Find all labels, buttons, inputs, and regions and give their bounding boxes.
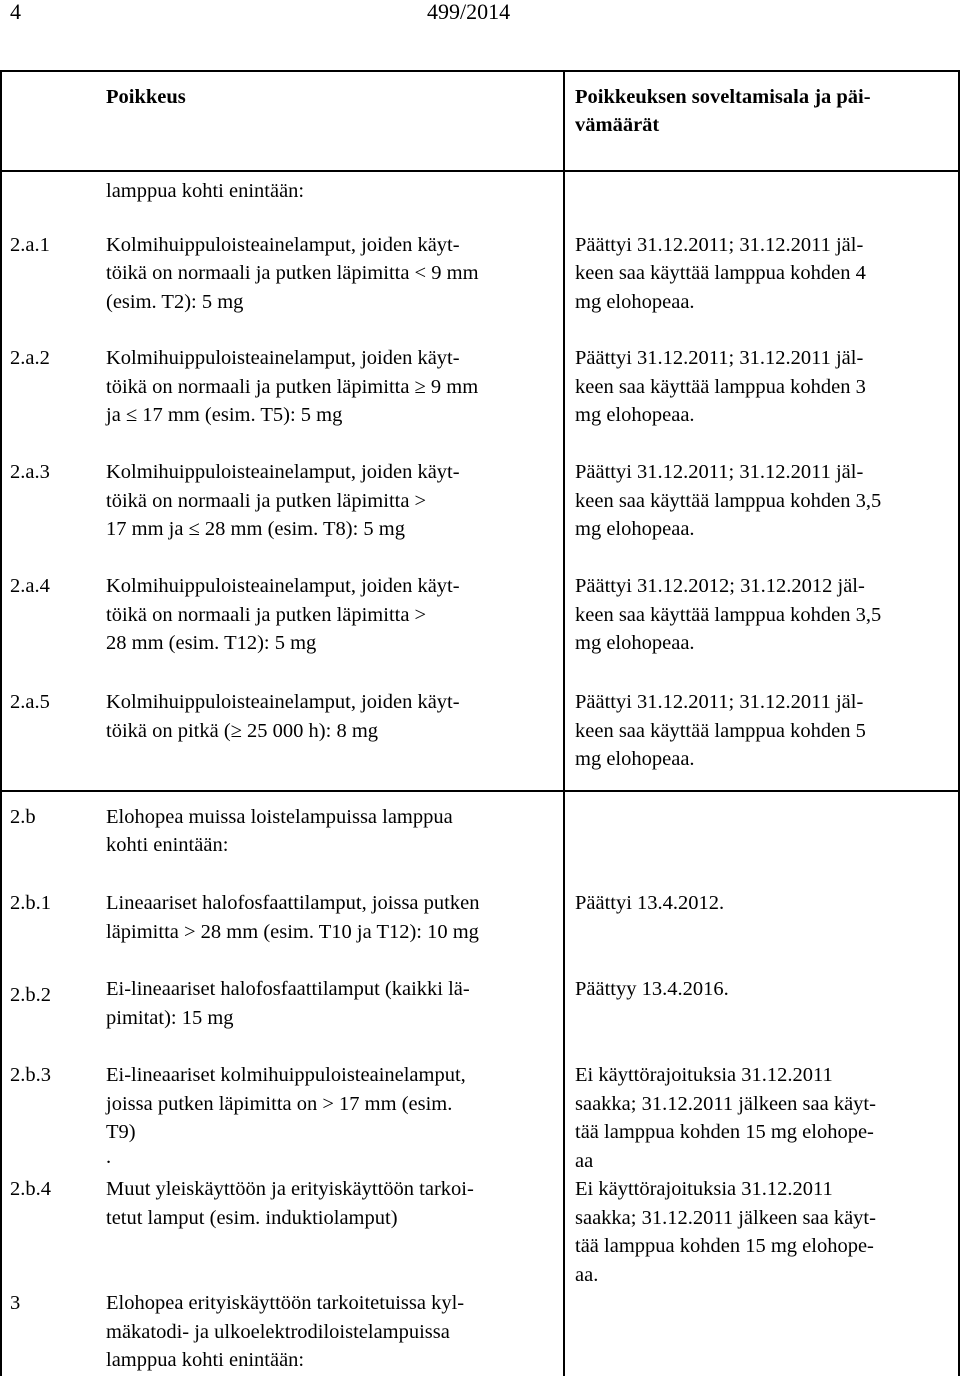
row-2b1-scope-line-1: Päättyi 13.4.2012.	[575, 892, 725, 914]
row-2a2-id: 2.a.2	[10, 347, 50, 369]
row-2a5-text-line-1: Kolmihuippuloisteainelamput, joiden käyt-	[106, 691, 460, 713]
row-2b3-scope-line-3: tää lamppua kohden 15 mg elohope-	[575, 1121, 874, 1143]
row-2b2-id: 2.b.2	[10, 984, 51, 1006]
row-2a3-text-line-1: Kolmihuippuloisteainelamput, joiden käyt-	[106, 461, 460, 483]
header-scope-line-2: vämäärät	[575, 114, 660, 136]
row-2a5-scope-line-3: mg elohopeaa.	[575, 748, 695, 770]
row-2a1-text-line-3: (esim. T2): 5 mg	[106, 291, 244, 313]
row-2a1-scope-line-2: keen saa käyttää lamppua kohden 4	[575, 262, 866, 284]
row-2a5-text-line-2: töikä on pitkä (≥ 25 000 h): 8 mg	[106, 720, 379, 742]
page-number: 4	[10, 0, 21, 24]
row-2b1-text-line-1: Lineaariset halofosfaattilamput, joissa putken	[106, 892, 480, 914]
row-2a3-text-line-3: 17 mm ja ≤ 28 mm (esim. T8): 5 mg	[106, 518, 405, 540]
row-3-text-line-3: lamppua kohti enintään:	[106, 1349, 305, 1371]
row-2b1-text-line-2: läpimitta > 28 mm (esim. T10 ja T12): 10 mg	[106, 921, 479, 943]
row-2a3-text-line-2: töikä on normaali ja putken läpimitta >	[106, 490, 427, 512]
row-2b3-scope-line-2: saakka; 31.12.2011 jälkeen saa käyt-	[575, 1093, 876, 1115]
row-2a4-id: 2.a.4	[10, 575, 50, 597]
document-reference: 499/2014	[427, 0, 511, 24]
row-2b2-text-line-1: Ei-lineaariset halofosfaattilamput (kaikki lä-	[106, 978, 470, 1000]
row-2a1-scope-line-1: Päättyi 31.12.2011; 31.12.2011 jäl-	[575, 234, 864, 256]
row-3-text-line-2: mäkatodi- ja ulkoelektrodiloistelampuissa	[106, 1321, 450, 1343]
header-separator	[0, 170, 960, 172]
row-3-id: 3	[10, 1292, 21, 1314]
row-2a1-text-line-1: Kolmihuippuloisteainelamput, joiden käyt-	[106, 234, 460, 256]
row-2b3-scope-line-1: Ei käyttörajoituksia 31.12.2011	[575, 1064, 833, 1086]
row-2a5-scope-line-2: keen saa käyttää lamppua kohden 5	[575, 720, 866, 742]
row-2b3-text-line-2: joissa putken läpimitta on > 17 mm (esim.	[106, 1093, 453, 1115]
row-3-text-line-1: Elohopea erityiskäyttöön tarkoitetuissa kyl-	[106, 1292, 465, 1314]
row-2b4-scope-line-2: saakka; 31.12.2011 jälkeen saa käyt-	[575, 1207, 876, 1229]
row-2a5-scope-line-1: Päättyi 31.12.2011; 31.12.2011 jäl-	[575, 691, 864, 713]
row-2a2-scope-line-1: Päättyi 31.12.2011; 31.12.2011 jäl-	[575, 347, 864, 369]
row-2b4-text-line-2: tetut lamput (esim. induktiolamput)	[106, 1207, 398, 1229]
row-2a5-id: 2.a.5	[10, 691, 50, 713]
row-2b3-text-line-4: .	[106, 1146, 112, 1168]
row-2b2-text-line-2: pimitat): 15 mg	[106, 1007, 234, 1029]
row-2b4-scope-line-1: Ei käyttörajoituksia 31.12.2011	[575, 1178, 833, 1200]
row-2a4-text-line-3: 28 mm (esim. T12): 5 mg	[106, 632, 317, 654]
row-2a4-text-line-2: töikä on normaali ja putken läpimitta >	[106, 604, 427, 626]
table-top-border	[0, 70, 960, 72]
row-2b3-scope-line-4: aa	[575, 1150, 594, 1172]
row-2a4-scope-line-1: Päättyi 31.12.2012; 31.12.2012 jäl-	[575, 575, 865, 597]
row-2b3-text-line-3: T9)	[106, 1121, 136, 1143]
row-2a3-scope-line-3: mg elohopeaa.	[575, 518, 695, 540]
row-2b4-id: 2.b.4	[10, 1178, 51, 1200]
row-2a3-id: 2.a.3	[10, 461, 50, 483]
row-2b4-scope-line-3: tää lamppua kohden 15 mg elohope-	[575, 1235, 874, 1257]
row-2b1-id: 2.b.1	[10, 892, 51, 914]
column-separator	[563, 70, 565, 1376]
row-intro-text-line-1: lamppua kohti enintään:	[106, 180, 305, 202]
row-2b3-text-line-1: Ei-lineaariset kolmihuippuloisteainelamput,	[106, 1064, 466, 1086]
row-2a2-text-line-2: töikä on normaali ja putken läpimitta ≥ 9 mm	[106, 376, 479, 398]
row-2a1-id: 2.a.1	[10, 234, 50, 256]
header-exemption: Poikkeus	[106, 86, 186, 108]
row-2a2-text-line-3: ja ≤ 17 mm (esim. T5): 5 mg	[106, 404, 343, 426]
section-separator	[0, 790, 960, 792]
row-2a2-scope-line-2: keen saa käyttää lamppua kohden 3	[575, 376, 866, 398]
row-2b-text-line-1: Elohopea muissa loistelampuissa lamppua	[106, 806, 453, 828]
row-2b4-scope-line-4: aa.	[575, 1264, 599, 1286]
table-left-border	[0, 70, 2, 1376]
header-scope-line-1: Poikkeuksen soveltamisala ja päi-	[575, 86, 871, 108]
row-2b3-id: 2.b.3	[10, 1064, 51, 1086]
row-2a4-scope-line-3: mg elohopeaa.	[575, 632, 695, 654]
row-2a1-text-line-2: töikä on normaali ja putken läpimitta < 9 mm	[106, 262, 479, 284]
row-2b-id: 2.b	[10, 806, 36, 828]
row-2a3-scope-line-1: Päättyi 31.12.2011; 31.12.2011 jäl-	[575, 461, 864, 483]
row-2b2-scope-line-1: Päättyy 13.4.2016.	[575, 978, 729, 1000]
row-2a2-text-line-1: Kolmihuippuloisteainelamput, joiden käyt-	[106, 347, 460, 369]
row-2a4-text-line-1: Kolmihuippuloisteainelamput, joiden käyt-	[106, 575, 460, 597]
row-2b-text-line-2: kohti enintään:	[106, 834, 229, 856]
row-2a3-scope-line-2: keen saa käyttää lamppua kohden 3,5	[575, 490, 882, 512]
row-2a2-scope-line-3: mg elohopeaa.	[575, 404, 695, 426]
row-2a4-scope-line-2: keen saa käyttää lamppua kohden 3,5	[575, 604, 882, 626]
row-2a1-scope-line-3: mg elohopeaa.	[575, 291, 695, 313]
row-2b4-text-line-1: Muut yleiskäyttöön ja erityiskäyttöön tarkoi-	[106, 1178, 474, 1200]
